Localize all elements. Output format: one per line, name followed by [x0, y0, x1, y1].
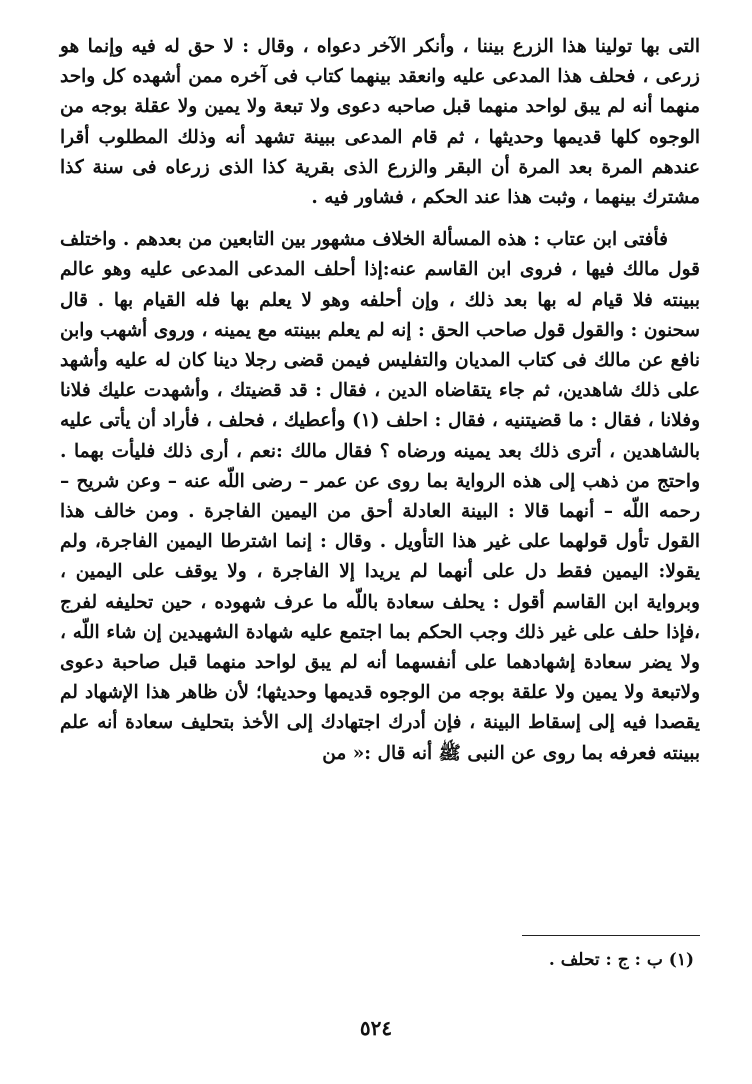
paragraph-legal-opinion: فأفتى ابن عتاب : هذه المسألة الخلاف مشهور بين التابعين من بعدهم . واختلف قول مالك فيها ، فروى ابن القاسم عنه:إذا أحلف المدعى المدعى عليه وهو عالم ببينته فلا قيام له بها بعد ذلك ، وإن أحلفه وهو لا يعلم بها فله القيام بها . قال سحنون : والقول قول صاحب الحق : إنه لم يعلم ببينته مع يمينه ، وروى أشهب وابن نافع عن مالك فى كتاب المديان والتفليس فيمن قضى رجلا دينا كان له عليه وأشهد على ذلك شاهدين، ثم جاء يتقاضاه الدين ، فقال : قد قضيتك ، وأشهدت عليك فلانا وفلانا ، فقال : ما قضيتنيه ، فقال : احلف (١) وأعطيك ، فحلف ، فأراد أن يأتى عليه بالشاهدين ، أترى ذلك بعد يمينه ورضاه ؟ فقال مالك :نعم ، أرى ذلك فليأت بهما . واحتج من ذهب إلى هذه الرواية بما روى عن عمر – رضى اللّه عنه – وعن شريح – رحمه اللّه – أنهما قالا : البينة العادلة أحق من اليمين الفاجرة . ومن خالف هذا القول تأول قولهما على غير هذا التأويل . وقال : إنما اشترطا اليمين الفاجرة، ولم يقولا: اليمين فقط دل على أنهما لم يريدا إلا الفاجرة ، ولا يوقف على اليمين ، وبرواية ابن القاسم أقول : يحلف سعادة باللّه ما عرف شهوده ، حين تحليفه لفرج ،فإذا حلف على غير ذلك وجب الحكم بما اجتمع عليه شهادة الشهيدين إن شاء اللّه ، ولا يضر سعادة إشهادهما على أنفسهما أنه لم يبق لواحد منهما قبل صاحبة دعوى ولاتبعة ولا يمين ولا علقة بوجه من الوجوه قديمها وحديثها؛ لأن ظاهر هذا الإشهاد لم يقصدا فيه إلى إسقاط البينة ، فإن أدرك اجتهادك إلى الأخذ بتحليف سعادة أنه علم ببينته فعرفه بما روى عن النبى ﷺ أنه قال :« من [60, 229, 700, 764]
paragraph-case-description: التى بها تولينا هذا الزرع بيننا ، وأنكر الآخر دعواه ، وقال : لا حق له فيه وإنما هو زرعى ، فحلف هذا المدعى عليه وانعقد بينهما كتاب فى آخره ممن أشهده كل واحد منهما أنه لم يبق لواحد منهما قبل صاحبه دعوى ولا تبعة ولا يمين ولا عقلة بوجه من الوجوه كلها قديمها وحديثها ، ثم قام المدعى ببينة تشهد أنه وذلك المطلوب أقرا عندهم المرة بعد المرة أن البقر والزرع الذى بقرية كذا الذى زرعاه فى سنة كذا مشترك بينهما ، وثبت هذا عند الحكم ، فشاور فيه . [60, 36, 700, 209]
footnote-divider [522, 935, 700, 936]
footnote: (١) ب : ج : تحلف . [548, 950, 694, 970]
page-number: ٥٢٤ [359, 1016, 393, 1040]
main-text [60, 32, 700, 769]
